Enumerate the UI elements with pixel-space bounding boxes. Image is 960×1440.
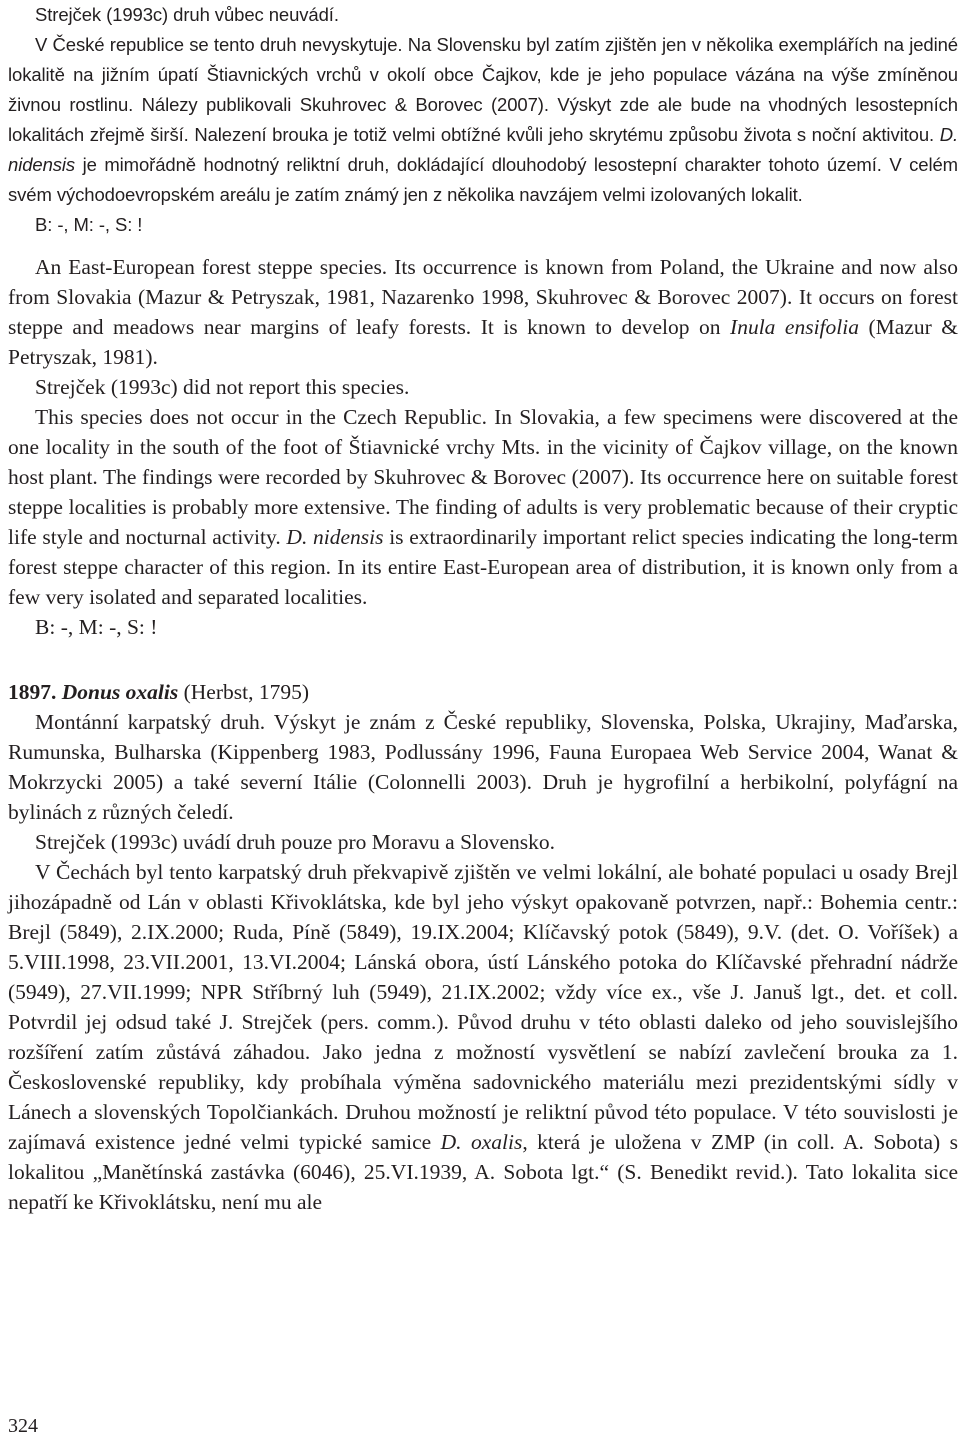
cz-taxon-name: D. nidensis	[8, 124, 958, 175]
en-distribution-text: This species does not occur in the Czech Republic. In Slovakia, a few specimens were discovered at the one locality in the south of the foot of Štiavnické vrchy Mts. in the vicinity of Čajkov village, on the known host plant. The findings were recorded by Skuhrovec & Borovec (2007). Its occurrence here on suitable forest steppe localities is probably more extensive. The finding of adults is very problematic because of their cryptic life style and nocturnal activity.	[8, 405, 958, 549]
species-strejcek-note: Strejček (1993c) uvádí druh pouze pro Moravu a Slovensko.	[35, 830, 556, 854]
species-bohemia-paragraph	[8, 857, 958, 1217]
en-distribution-text-cont: is extraordinarily important relict species indicating the long-term forest steppe character of this region. In its entire East-European area of distribution, it is known only from a few very isolated and separated localities.	[8, 525, 959, 609]
en-host-plant-name: Inula ensifolia	[730, 315, 859, 339]
page-body	[8, 0, 958, 1217]
en-overview-text-cont: (Mazur & Petryszak, 1981).	[8, 315, 958, 369]
section-gap	[8, 642, 958, 677]
species-taxon-inline: D. oxalis	[440, 1130, 523, 1154]
species-bohemia-text-cont: , která je uložena v ZMP (in coll. A. Sobota) s lokalitou „Manětínská zastávka (6046), 25.VI.1939, A. Sobota lgt.“ (S. Benedikt revid.). Tato lokalita sice nepatří ke Křivoklátsku, není mu ale	[8, 1130, 958, 1214]
cz-distribution-paragraph	[8, 30, 958, 210]
en-overview-text: An East-European forest steppe species. Its occurrence is known from Poland, the Ukraine and now also from Slovakia (Mazur & Petryszak, 1981, Nazarenko 1998, Skuhrovec & Borovec 2007). It occurs on forest steppe and meadows near margins of leafy forests. It is known to develop on	[8, 255, 958, 339]
cz-distribution-text: V České republice se tento druh nevyskytuje. Na Slovensku byl zatím zjištěn jen v několika exemplářích na jediné lokalitě na jižním úpatí Štiavnických vrchů v okolí obce Čajkov, kde je jeho populace vázána na výše zmíněnou živnou rostlinu. Nálezy publikovali Skuhrovec & Borovec (2007). Výskyt zde ale bude na vhodných lesostepních lokalitách zřejmě širší. Nalezení brouka je totiž velmi obtížné kvůli jeho skrytému způsobu života s noční aktivitou.	[8, 34, 958, 145]
cz-distribution-text-cont: je mimořádně hodnotný reliktní druh, dokládající dlouhodobý lesostepní charakter tohoto území. V celém svém východoevropském areálu je zatím známý jen z několika navzájem velmi izolovaných lokalit.	[8, 154, 958, 205]
species-number: 1897.	[8, 680, 57, 704]
species-bohemia-text: V Čechách byl tento karpatský druh překvapivě zjištěn ve velmi lokální, ale bohaté populaci u osady Brejl jihozápadně od Lán v oblasti Křivoklátska, kde byl jeho výskyt opakovaně potvrzen, např.: Bohemia centr.: Brejl (5849), 2.IX.2000; Ruda, Píně (5849), 19.IX.2004; Klíčavský potok (5849), 9.V. (det. O. Voříšek) a 5.VIII.1998, 23.VII.2001, 13.VI.2004; Lánská obora, ústí Lánského potoka do Klíčavské přehradní nádrže (5949), 27.VII.1999; NPR Stříbrný luh (5949), 21.IX.2002; vždy více ex., vše J. Januš lgt., det. et coll. Potvrdil jej odsud také J. Strejček (pers. comm.). Původ druhu v této oblasti daleko od jeho souvislejšího rozšíření zatím zůstává záhadou. Jako jedna z možností vysvětlení se nabízí zavlečení brouka za 1. Československé republiky, kdy probíhala výměna sadovnického materiálu mezi prezidentskými sídly v Lánech a slovenských Topolčiankách. Druhou možností je reliktní původ této populace. V této souvislosti je zajímavá existence jedné velmi typické samice	[8, 860, 958, 1154]
page-number: 324	[8, 1415, 38, 1437]
en-distribution-paragraph	[8, 402, 958, 612]
en-taxon-name: D. nidensis	[286, 525, 384, 549]
cz-strejcek-note: Strejček (1993c) druh vůbec neuvádí.	[35, 4, 339, 25]
en-strejcek-note: Strejček (1993c) did not report this species.	[35, 375, 410, 399]
en-status-line: B: -, M: -, S: !	[35, 615, 158, 639]
species-overview-paragraph: Montánní karpatský druh. Výskyt je znám z České republiky, Slovenska, Polska, Ukrajiny, Maďarska, Rumunska, Bulharska (Kippenberg 1983, Podlussány 1996, Fauna Europaea Web Service 2004, Wanat & Mokrzycki 2005) a také severní Itálie (Colonnelli 2003). Druh je hygrofilní a herbikolní, polyfágní na bylinách z různých čeledí.	[8, 710, 958, 824]
cz-status-line: B: -, M: -, S: !	[35, 214, 143, 235]
species-author: (Herbst, 1795)	[183, 680, 310, 704]
species-name: Donus oxalis	[61, 680, 179, 704]
species-heading	[8, 677, 958, 707]
en-overview-paragraph	[8, 252, 958, 372]
section-gap	[8, 240, 958, 252]
